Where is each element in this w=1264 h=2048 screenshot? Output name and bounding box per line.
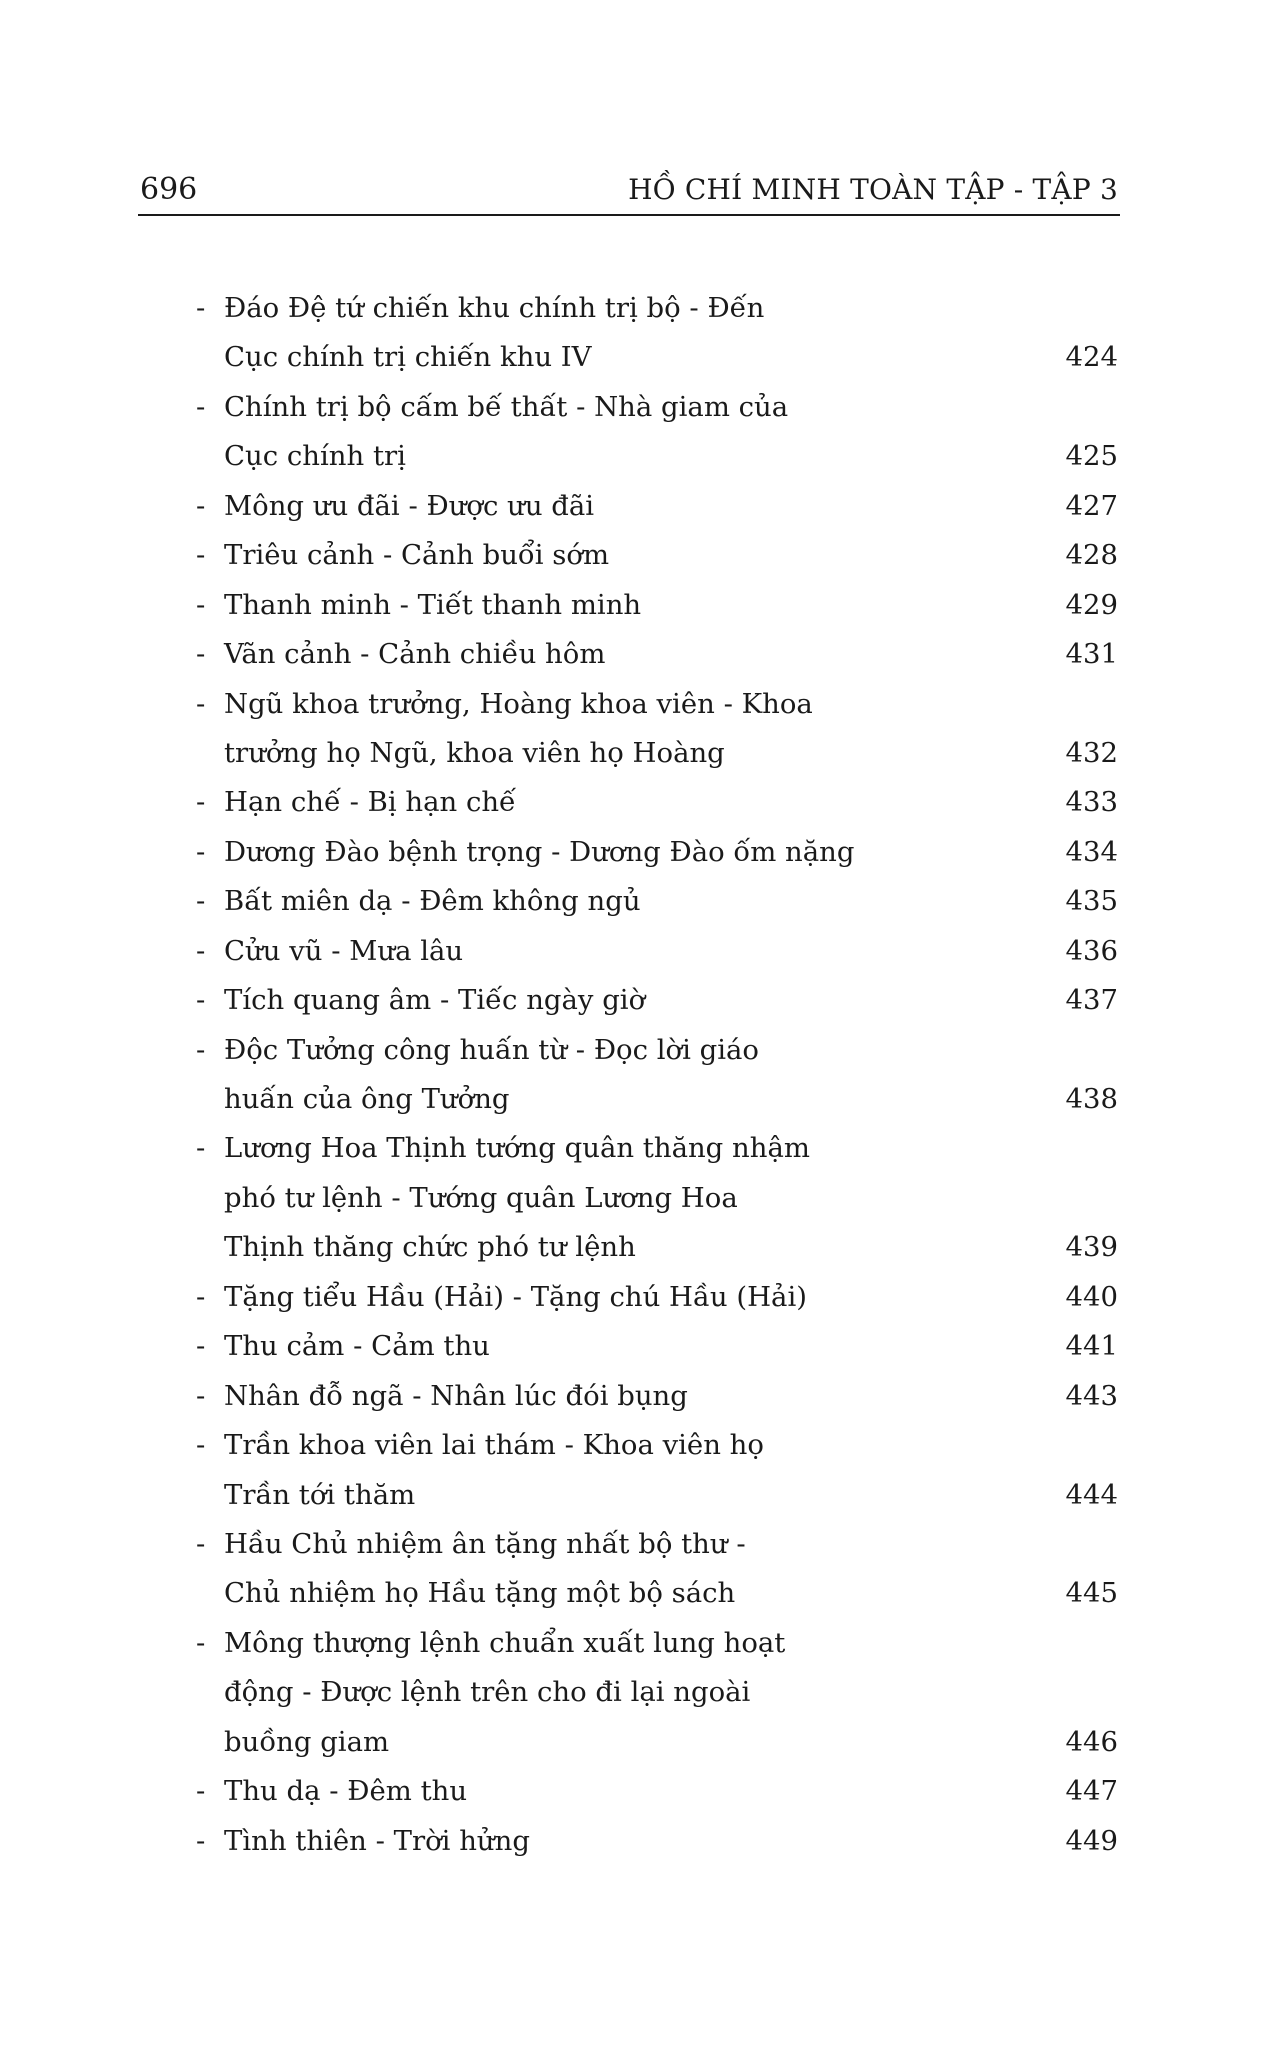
toc-entry-text: Dương Đào bệnh trọng - Dương Đào ốm nặng [224,835,855,868]
toc-entry [196,482,1118,531]
toc-entry-title [196,1817,1118,1866]
toc-entry-text: Trần tới thăm [224,1478,416,1511]
page-header [140,168,1118,212]
toc-entry-dash: - [196,786,206,819]
toc-entry-text: Vãn cảnh - Cảnh chiều hôm [224,638,606,671]
toc-entry [196,581,1118,630]
toc-entry-dash: - [196,1775,206,1808]
toc-entry-title-continuation [196,432,1118,481]
toc-entry-title [196,482,1118,531]
toc-entry-text: Mông ưu đãi - Được ưu đãi [224,489,595,522]
toc-entry-text: Hầu Chủ nhiệm ân tặng nhất bộ thư - [224,1527,746,1560]
toc-entry-title [196,1273,1118,1322]
toc-entry-dash: - [196,1626,206,1659]
toc-entry-dash: - [196,1280,206,1313]
toc-entry-text: Hạn chế - Bị hạn chế [224,786,516,819]
toc-entry-title-continuation [196,1569,1118,1618]
toc-entry-text: Triêu cảnh - Cảnh buổi sớm [224,539,610,572]
toc-entry-text: Cục chính trị chiến khu IV [224,341,592,374]
toc-entry-title-continuation [196,1668,1118,1717]
toc-entry-title [196,778,1118,827]
toc-entry [196,1817,1118,1866]
toc-entry-text: Chính trị bộ cấm bế thất - Nhà giam của [224,390,789,423]
toc-entry-page-number: 437 [1065,984,1118,1017]
toc-entry [196,1421,1118,1520]
toc-entry-dash: - [196,1379,206,1412]
toc-entry-title-continuation [196,1471,1118,1520]
toc-entry-title [196,976,1118,1025]
toc-entry [196,531,1118,580]
toc-entry [196,284,1118,383]
toc-entry-title [196,531,1118,580]
toc-entry [196,1619,1118,1767]
toc-entry-text: Chủ nhiệm họ Hầu tặng một bộ sách [224,1577,736,1610]
toc-entry-page-number: 441 [1065,1330,1118,1363]
header-rule [138,214,1120,216]
toc-entry-title [196,581,1118,630]
toc-entry-text: Tặng tiểu Hầu (Hải) - Tặng chú Hầu (Hải) [224,1280,807,1313]
toc-entry-page-number: 428 [1065,539,1118,572]
toc-entry [196,877,1118,926]
toc-entry-title [196,1767,1118,1816]
toc-entry-dash: - [196,1824,206,1857]
toc-entry-page-number: 432 [1065,736,1118,769]
toc-entry-dash: - [196,1527,206,1560]
toc-entry-title [196,630,1118,679]
toc-entry-title-continuation [196,729,1118,778]
toc-entry-text: Cửu vũ - Mưa lâu [224,934,464,967]
toc-entry-text: phó tư lệnh - Tướng quân Lương Hoa [224,1181,738,1214]
toc-entry-title [196,680,1118,729]
toc-entry-dash: - [196,1132,206,1165]
toc-entry-page-number: 431 [1065,638,1118,671]
toc-entry-dash: - [196,934,206,967]
toc-entry-text: Tình thiên - Trời hửng [224,1824,530,1857]
toc-entry-page-number: 446 [1065,1725,1118,1758]
toc-entry-title [196,383,1118,432]
toc-entry [196,680,1118,779]
toc-entry-page-number: 436 [1065,934,1118,967]
toc-entry [196,1520,1118,1619]
toc-entry [196,1124,1118,1272]
toc-entry [196,1026,1118,1125]
toc-entry-text: buồng giam [224,1725,390,1758]
toc-entry [196,1273,1118,1322]
toc-entry-text: động - Được lệnh trên cho đi lại ngoài [224,1676,751,1709]
table-of-contents [196,284,1118,1866]
toc-entry-dash: - [196,588,206,621]
toc-entry [196,1767,1118,1816]
toc-entry-text: Độc Tưởng công huấn từ - Đọc lời giáo [224,1033,759,1066]
toc-entry-dash: - [196,539,206,572]
toc-entry-dash: - [196,292,206,324]
toc-entry-text: Đáo Đệ tứ chiến khu chính trị bộ - Đến [224,292,765,324]
toc-entry [196,927,1118,976]
toc-entry-dash: - [196,638,206,671]
toc-entry [196,828,1118,877]
toc-entry-text: Thanh minh - Tiết thanh minh [224,588,642,621]
toc-entry-text: Thu cảm - Cảm thu [224,1330,490,1363]
toc-entry-title [196,1520,1118,1569]
toc-entry-text: Nhân đỗ ngã - Nhân lúc đói bụng [224,1379,688,1412]
toc-entry-page-number: 429 [1065,588,1118,621]
toc-entry-title [196,1619,1118,1668]
toc-entry-dash: - [196,489,206,522]
toc-entry-dash: - [196,984,206,1017]
toc-entry-page-number: 424 [1065,341,1118,374]
toc-entry-title [196,1372,1118,1421]
toc-entry-dash: - [196,1429,206,1462]
toc-entry [196,630,1118,679]
toc-entry-text: Cục chính trị [224,440,406,473]
toc-entry-title-continuation [196,1075,1118,1124]
toc-entry-dash: - [196,1330,206,1363]
toc-entry-text: Trần khoa viên lai thám - Khoa viên họ [224,1429,764,1462]
toc-entry-page-number: 439 [1065,1231,1118,1264]
toc-entry-page-number: 427 [1065,489,1118,522]
toc-entry-title [196,877,1118,926]
toc-entry [196,778,1118,827]
toc-entry [196,383,1118,482]
toc-entry-text: huấn của ông Tưởng [224,1083,510,1115]
running-title: HỒ CHÍ MINH TOÀN TẬP - TẬP 3 [628,173,1118,206]
toc-entry-text: Thu dạ - Đêm thu [224,1775,468,1808]
toc-entry-title [196,1026,1118,1075]
toc-entry-page-number: 444 [1065,1478,1118,1511]
toc-entry-title [196,284,1118,333]
toc-entry-title [196,828,1118,877]
toc-entry-title-continuation [196,1174,1118,1223]
toc-entry-dash: - [196,687,206,720]
toc-entry-page-number: 449 [1065,1824,1118,1857]
toc-entry-dash: - [196,1033,206,1066]
toc-entry-title-continuation [196,333,1118,382]
page-number: 696 [140,172,198,207]
toc-entry [196,976,1118,1025]
toc-entry-title [196,927,1118,976]
toc-entry-title-continuation [196,1718,1118,1767]
toc-entry-title [196,1421,1118,1470]
toc-entry-page-number: 433 [1065,786,1118,819]
toc-entry-page-number: 445 [1065,1577,1118,1610]
toc-entry-text: trưởng họ Ngũ, khoa viên họ Hoàng [224,736,725,769]
toc-entry-page-number: 440 [1065,1280,1118,1313]
toc-entry-page-number: 447 [1065,1775,1118,1808]
toc-entry-dash: - [196,835,206,868]
toc-entry-text: Tích quang âm - Tiếc ngày giờ [224,984,646,1017]
toc-entry-title [196,1124,1118,1173]
toc-entry-title [196,1322,1118,1371]
toc-entry-text: Ngũ khoa trưởng, Hoàng khoa viên - Khoa [224,687,813,720]
toc-entry-page-number: 434 [1065,835,1118,868]
toc-entry [196,1372,1118,1421]
toc-entry-page-number: 438 [1065,1083,1118,1115]
toc-entry [196,1322,1118,1371]
toc-entry-text: Mông thượng lệnh chuẩn xuất lung hoạt [224,1626,786,1659]
toc-entry-text: Lương Hoa Thịnh tướng quân thăng nhậm [224,1132,810,1165]
toc-entry-dash: - [196,885,206,918]
toc-entry-page-number: 435 [1065,885,1118,918]
toc-entry-page-number: 443 [1065,1379,1118,1412]
toc-entry-page-number: 425 [1065,440,1118,473]
toc-entry-text: Thịnh thăng chức phó tư lệnh [224,1231,636,1264]
toc-entry-title-continuation [196,1223,1118,1272]
toc-entry-text: Bất miên dạ - Đêm không ngủ [224,885,641,918]
toc-entry-dash: - [196,390,206,423]
